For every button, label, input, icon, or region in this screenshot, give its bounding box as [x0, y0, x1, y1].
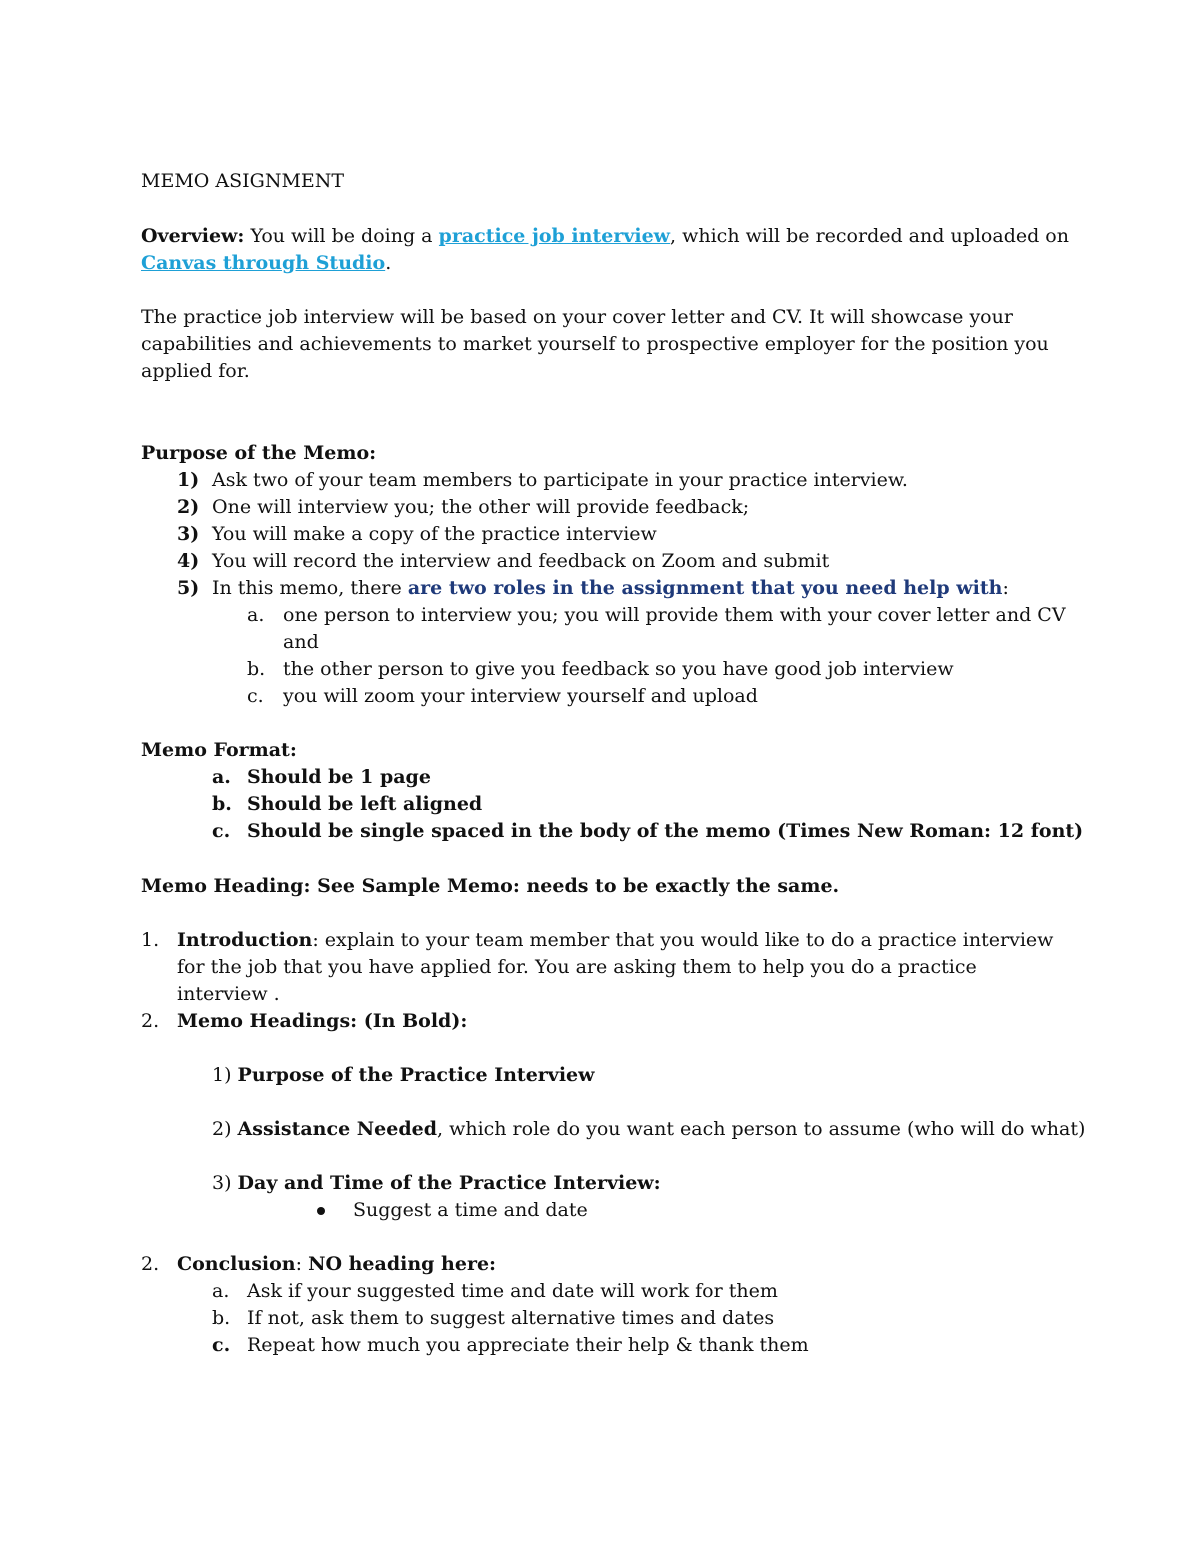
- conclusion-item: If not, ask them to suggest alternative times and dates: [247, 1307, 775, 1329]
- subitem: and: [283, 631, 319, 653]
- purpose-item-number: 1): [177, 469, 200, 491]
- memo-heading-desc: , which role do you want each person to assume (who will do what): [436, 1118, 1086, 1140]
- conclusion-note: NO heading here:: [308, 1253, 497, 1275]
- purpose-item-colon: :: [1002, 577, 1009, 599]
- conclusion-line: [177, 1251, 496, 1278]
- subitem-letter: b.: [247, 658, 266, 680]
- bullet-icon: [317, 1207, 325, 1215]
- memo-heading-item: [212, 1062, 595, 1089]
- memo-heading-number: 2): [212, 1118, 238, 1140]
- purpose-item: Ask two of your team members to participate in your practice interview.: [212, 469, 908, 491]
- memo-heading-note: Memo Heading: See Sample Memo: needs to be exactly the same.: [141, 875, 840, 897]
- overview-line-2: [141, 250, 391, 277]
- conclusion-item-letter: c.: [212, 1334, 231, 1356]
- introduction-line: [177, 927, 1053, 954]
- format-item-letter: b.: [212, 793, 232, 815]
- format-item: Should be left aligned: [247, 793, 483, 815]
- overview-text-3: .: [385, 252, 392, 274]
- format-item-letter: c.: [212, 820, 231, 842]
- overview-text-2: , which will be recorded and uploaded on: [670, 225, 1069, 247]
- purpose-item-number: 5): [177, 577, 200, 599]
- overview-line: [141, 223, 1069, 250]
- subitem-letter: a.: [247, 604, 265, 626]
- memo-headings-label: Memo Headings: (In Bold):: [177, 1010, 468, 1032]
- purpose-heading: Purpose of the Memo:: [141, 442, 377, 464]
- conclusion-item-letter: b.: [212, 1307, 231, 1329]
- section-number: 2.: [141, 1253, 160, 1275]
- section-number: 2.: [141, 1010, 160, 1032]
- memo-heading-title: Day and Time of the Practice Interview:: [237, 1172, 661, 1194]
- purpose-item: One will interview you; the other will provide feedback;: [212, 496, 750, 518]
- document-title: MEMO ASIGNMENT: [141, 170, 345, 192]
- purpose-item-text: In this memo, there: [212, 577, 408, 599]
- section-number: 1.: [141, 929, 160, 951]
- format-item-letter: a.: [212, 766, 231, 788]
- memo-heading-number: 3): [212, 1172, 238, 1194]
- memo-heading-number: 1): [212, 1064, 238, 1086]
- purpose-item-number: 4): [177, 550, 200, 572]
- introduction-line: interview .: [177, 983, 280, 1005]
- practice-job-interview-link[interactable]: practice job interview: [438, 225, 671, 247]
- subitem: one person to interview you; you will provide them with your cover letter and CV: [283, 604, 1066, 626]
- subitem-letter: c.: [247, 685, 264, 707]
- memo-heading-title: Purpose of the Practice Interview: [237, 1064, 595, 1086]
- intro-paragraph-line: capabilities and achievements to market yourself to prospective employer for the position you: [141, 333, 1049, 355]
- purpose-item-number: 2): [177, 496, 200, 518]
- canvas-studio-link[interactable]: Canvas through Studio: [141, 252, 386, 274]
- conclusion-label: Conclusion: [177, 1253, 296, 1275]
- intro-paragraph-line: The practice job interview will be based on your cover letter and CV. It will showcase your: [141, 306, 1013, 328]
- memo-heading-title: Assistance Needed: [237, 1118, 437, 1140]
- purpose-item: You will make a copy of the practice interview: [212, 523, 657, 545]
- conclusion-item: Repeat how much you appreciate their help & thank them: [247, 1334, 809, 1356]
- introduction-label: Introduction: [177, 929, 313, 951]
- format-item: Should be single spaced in the body of the memo (Times New Roman: 12 font): [247, 820, 1084, 842]
- purpose-item: [212, 575, 1009, 602]
- overview-label: Overview:: [141, 225, 245, 247]
- introduction-text: : explain to your team member that you would like to do a practice interview: [312, 929, 1054, 951]
- bullet-item: Suggest a time and date: [353, 1199, 588, 1221]
- purpose-item: You will record the interview and feedback on Zoom and submit: [212, 550, 830, 572]
- intro-paragraph-line: applied for.: [141, 360, 250, 382]
- overview-text: You will be doing a: [244, 225, 439, 247]
- introduction-line: for the job that you have applied for. You are asking them to help you do a practice: [177, 956, 977, 978]
- memo-heading-item: [212, 1170, 661, 1197]
- conclusion-item: Ask if your suggested time and date will work for them: [247, 1280, 778, 1302]
- subitem: the other person to give you feedback so you have good job interview: [283, 658, 954, 680]
- subitem: you will zoom your interview yourself and upload: [283, 685, 758, 707]
- memo-heading-item: [212, 1116, 1085, 1143]
- format-item: Should be 1 page: [247, 766, 431, 788]
- conclusion-item-letter: a.: [212, 1280, 230, 1302]
- purpose-item-emphasis: are two roles in the assignment that you need help with: [407, 577, 1003, 599]
- conclusion-colon: :: [295, 1253, 309, 1275]
- purpose-item-number: 3): [177, 523, 200, 545]
- format-heading: Memo Format:: [141, 739, 297, 761]
